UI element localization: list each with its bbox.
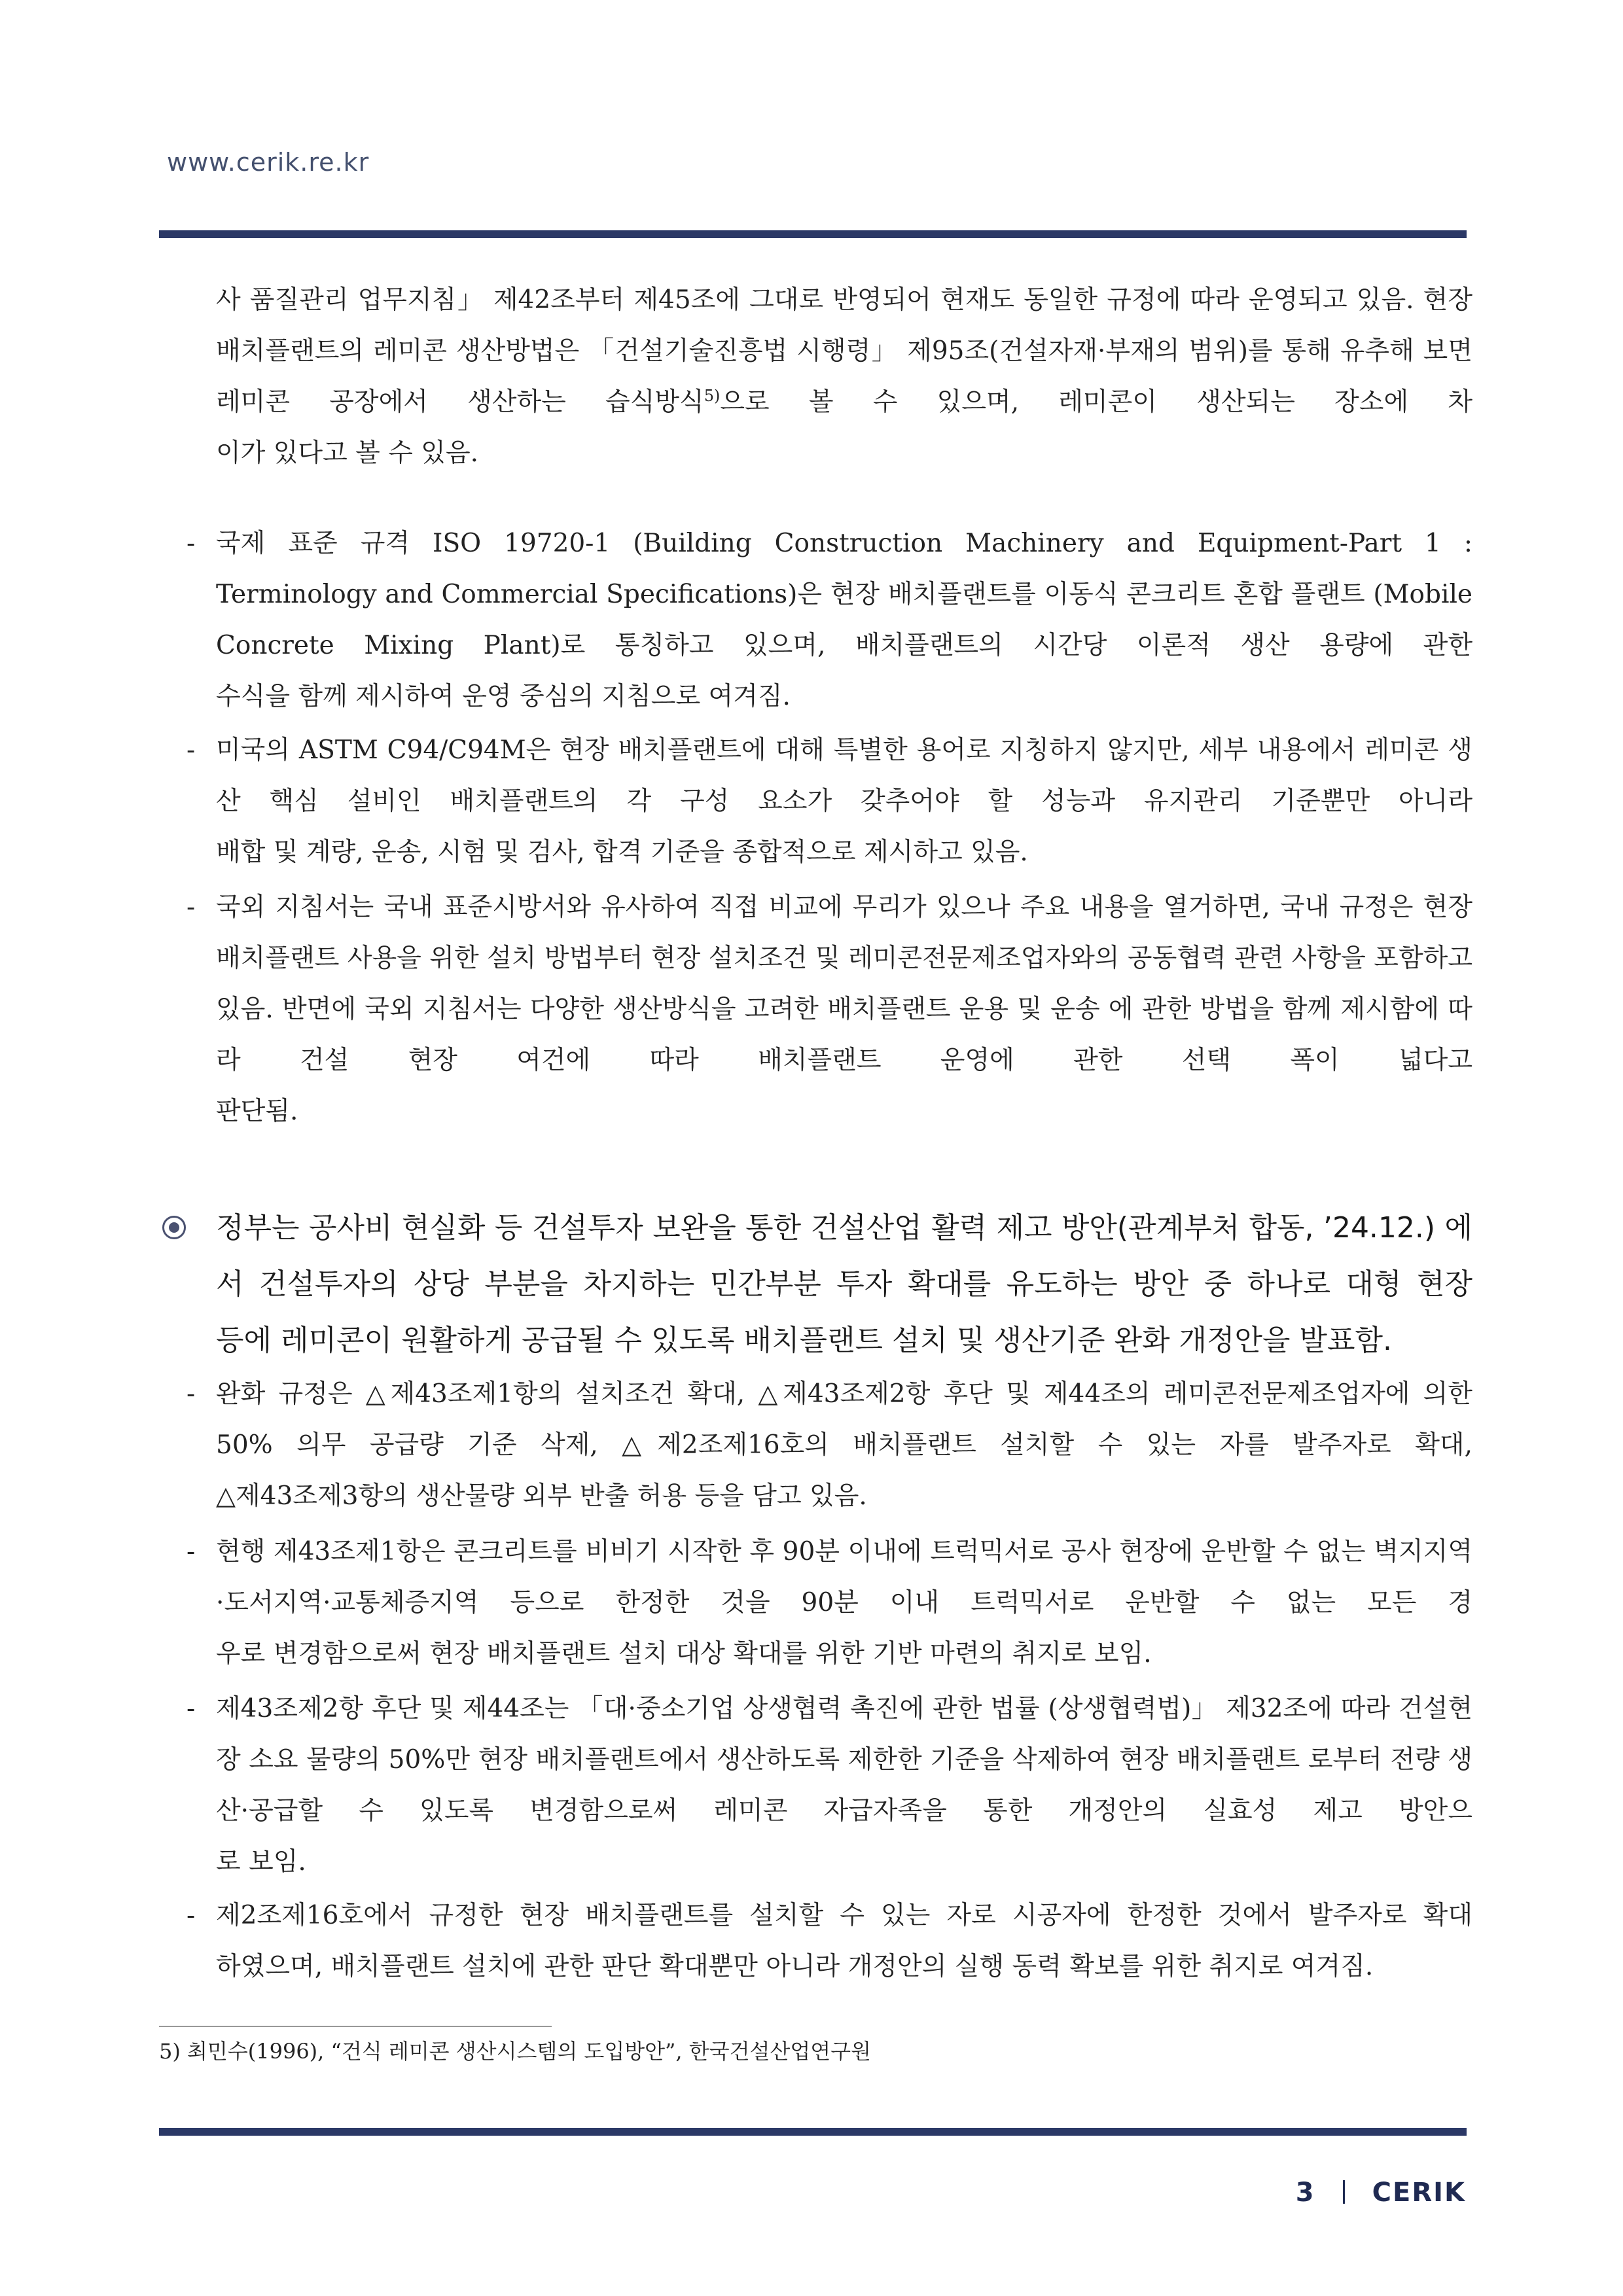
bullet-dash: - (187, 529, 196, 558)
section-heading (216, 1200, 1472, 1369)
footnote: 5) 최민수(1996), “건식 레미콘 생산시스템의 도입방안”, 한국건설산업연구원 (159, 2039, 871, 2064)
footer-separator (1343, 2180, 1345, 2204)
bullet-dash: - (187, 892, 196, 922)
site-url[interactable]: www.cerik.re.kr (167, 148, 370, 177)
bullet-overseas (216, 882, 1472, 1137)
heading-last-line: 등에 레미콘이 원활하게 공급될 수 있도록 배치플랜트 설치 및 생산기준 완화 개정안을 발표함. (216, 1324, 1392, 1357)
bullet-last-line: 수식을 함께 제시하여 운영 중심의 지침으로 여겨짐. (216, 682, 791, 711)
bullet-dash: - (187, 1694, 196, 1723)
bullet-astm (216, 725, 1472, 878)
bullet-relaxation (216, 1369, 1472, 1522)
heading-text: 정부는 공사비 현실화 등 건설투자 보완을 통한 건설산업 활력 제고 방안(관계부처 합동, ’24.12.) 에서 건설투자의 상당 부분을 차지하는 민간부분 투자 확대를 유도하는 방안 중 하나로 대형 현장 (216, 1211, 1472, 1301)
bullet-iso (216, 518, 1472, 722)
bullet-dash: - (187, 735, 196, 765)
header-rule (159, 230, 1467, 238)
bullet-last-line: 우로 변경함으로써 현장 배치플랜트 설치 대상 확대를 위한 기반 마련의 취지로 보임. (216, 1639, 1152, 1669)
intro-last-line: 이가 있다고 볼 수 있음. (216, 438, 479, 468)
footer-rule (159, 2128, 1467, 2136)
bullet-last-line: 로 보임. (216, 1847, 306, 1877)
bullet-text: 국외 지침서는 국내 표준시방서와 유사하여 직접 비교에 무리가 있으나 주요 내용을 열거하면, 국내 규정은 현장 배치플랜트 사용을 위한 설치 방법부터 현장 설치조건 및 레미콘전문제조업자와의 공동협력 관련 사항을 포함하고 있음. 반면에 국외 지침서는 다양한 생산방식을 고려한 배치플랜트 운용 및 운송 에 관한 방법을 함께 제시함에 따라 건설 현장 여건에 따라 배치플랜트 운영에 관한 선택 폭이 넓다고 (216, 892, 1472, 1075)
bullet-dash: - (187, 1537, 196, 1566)
page-footer (1296, 2178, 1466, 2208)
bullet-text: 미국의 ASTM C94/C94M은 현장 배치플랜트에 대해 특별한 용어로 지칭하지 않지만, 세부 내용에서 레미콘 생산 핵심 설비인 배치플랜트의 각 구성 요소가 갖추어야 할 성능과 유지관리 기준뿐만 아니라 (216, 735, 1472, 816)
bullet-dash: - (187, 1379, 196, 1409)
footer-org: CERIK (1372, 2178, 1466, 2208)
bullet-last-line: 배합 및 계량, 운송, 시험 및 검사, 합격 기준을 종합적으로 제시하고 있음. (216, 838, 1028, 867)
bullet-text: 완화 규정은 △제43조제1항의 설치조건 확대, △제43조제2항 후단 및 제44조의 레미콘전문제조업자에 의한 50% 의무 공급량 기준 삭제, △제2조제16호의 배치플랜트 설치할 수 있는 자를 발주자로 확대, (216, 1379, 1472, 1460)
bullet-text: 제2조제16호에서 규정한 현장 배치플랜트를 설치할 수 있는 자로 시공자에 한정한 것에서 발주자로 확대 (216, 1901, 1472, 1930)
bullet-last-line: 판단됨. (216, 1097, 298, 1126)
intro-text-after: 으로 볼 수 있으며, 레미콘이 생산되는 장소에 차 (720, 387, 1473, 417)
page-number: 3 (1295, 2178, 1315, 2208)
bullet-last-line: △제43조제3항의 생산물량 외부 반출 허용 등을 담고 있음. (216, 1481, 867, 1511)
footnote-rule (159, 2026, 552, 2027)
intro-text: 사 품질관리 업무지침」 제42조부터 제45조에 그대로 반영되어 현재도 동일한 규정에 따라 운영되고 있음. 현장 배치플랜트의 레미콘 생산방법은 「건설기술진흥법 시행령」 제95조(건설자재·부재의 범위)를 통해 유추해 보면 레미콘 공장에서 생산하는 습식방식 (216, 285, 1472, 417)
fisheye-bullet-icon (162, 1216, 186, 1239)
bullet-article43-2 (216, 1684, 1472, 1888)
bullet-article2-16 (216, 1890, 1472, 1992)
intro-paragraph (216, 275, 1472, 479)
bullet-article43-1 (216, 1527, 1472, 1680)
footnote-ref[interactable]: 5) (704, 387, 721, 405)
bullet-text: 제43조제2항 후단 및 제44조는 「대·중소기업 상생협력 촉진에 관한 법률 (상생협력법)」 제32조에 따라 건설현장 소요 물량의 50%만 현장 배치플랜트에서 생산하도록 제한한 기준을 삭제하여 현장 배치플랜트 로부터 전량 생산·공급할 수 있도록 변경함으로써 레미콘 자급자족을 통한 개정안의 실효성 제고 방안으 (216, 1694, 1472, 1826)
bullet-text: 국제 표준 규격 ISO 19720-1 (Building Construction Machinery and Equipment-Part 1 : Terminology and Commercial Specifications)은 현장 배치플랜트를 이동식 콘크리트 혼합 플랜트 (Mobile Concrete Mixing Plant)로 통칭하고 있으며, 배치플랜트의 시간당 이론적 생산 용량에 관한 (216, 529, 1472, 660)
bullet-text: 현행 제43조제1항은 콘크리트를 비비기 시작한 후 90분 이내에 트럭믹서로 공사 현장에 운반할 수 없는 벽지지역·도서지역·교통체증지역 등으로 한정한 것을 90분 이내 트럭믹서로 운반할 수 없는 모든 경 (216, 1537, 1472, 1617)
bullet-dash: - (187, 1901, 196, 1930)
bullet-last-line: 하였으며, 배치플랜트 설치에 관한 판단 확대뿐만 아니라 개정안의 실행 동력 확보를 위한 취지로 여겨짐. (216, 1952, 1374, 1981)
